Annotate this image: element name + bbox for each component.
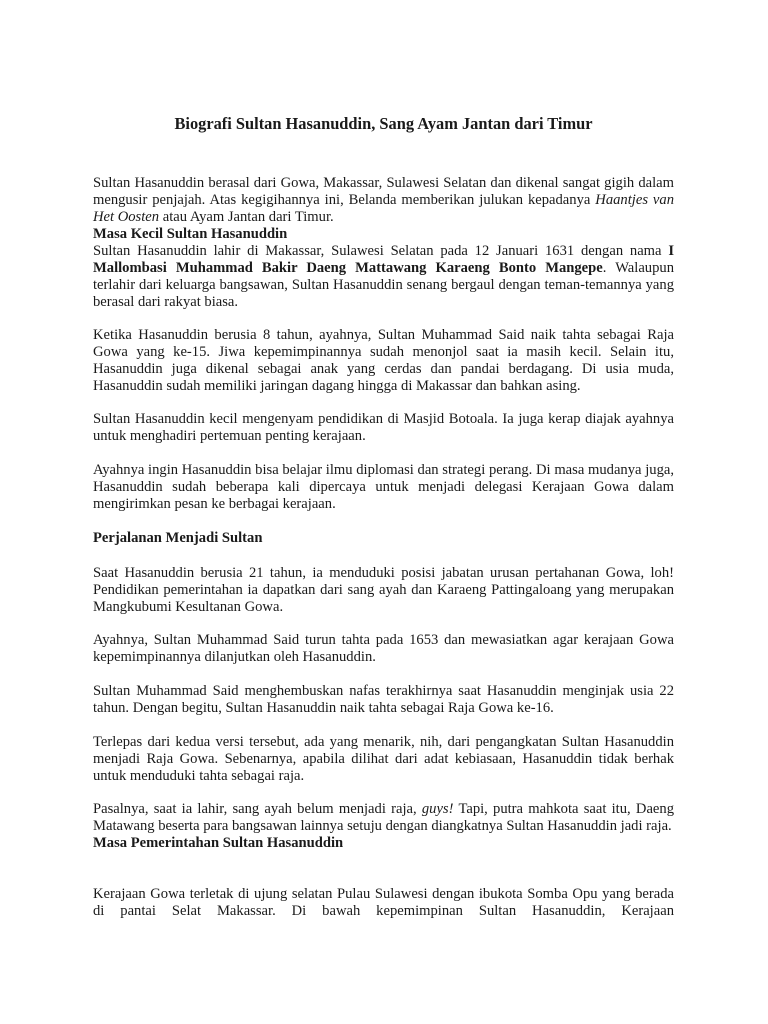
paragraph-text: . Walaupun terlahir dari keluarga bangsawan, Sultan Hasanuddin senang bergaul dengan teman-temannya yang berasal dari rakyat biasa. [93, 260, 674, 310]
paragraph: Ketika Hasanuddin berusia 8 tahun, ayahnya, Sultan Muhammad Said naik tahta sebagai Raja Gowa yang ke-15. Jiwa kepemimpinannya sudah menonjol saat ia masih kecil. Selain itu, Hasanuddin juga dikenal sebagai anak yang cerdas dan pandai berdagang. Di usia muda, Hasanuddin sudah memiliki jaringan dagang hingga di Makassar dan bahkan asing. [93, 327, 674, 394]
paragraph: Ayahnya ingin Hasanuddin bisa belajar ilmu diplomasi dan strategi perang. Di masa mudanya juga, Hasanuddin sudah beberapa kali dipercaya untuk menjadi delegasi Kerajaan Gowa dalam mengirimkan pesan ke berbagai kerajaan. [93, 462, 674, 512]
paragraph: Saat Hasanuddin berusia 21 tahun, ia menduduki posisi jabatan urusan pertahanan Gowa, loh! Pendidikan pemerintahan ia dapatkan dari sang ayah dan Karaeng Pattingaloang yang merupakan Mangkubumi Kesultanan Gowa. [93, 565, 674, 615]
paragraph-block [93, 734, 674, 785]
paragraph-block [93, 565, 674, 616]
paragraph: Kerajaan Gowa terletak di ujung selatan Pulau Sulawesi dengan ibukota Somba Opu yang berada di pantai Selat Makassar. Di bawah kepemimpinan Sultan Hasanuddin, Kerajaan [93, 886, 674, 919]
section-heading-perjalanan: Perjalanan Menjadi Sultan [93, 530, 263, 546]
paragraph-block [93, 632, 674, 666]
document-title: Biografi Sultan Hasanuddin, Sang Ayam Jantan dari Timur [174, 114, 593, 133]
paragraph-block [93, 801, 674, 852]
paragraph-block [93, 411, 674, 445]
paragraph-text: Tapi, putra mahkota saat itu, Daeng Matawang beserta para bangsawan lainnya setuju dengan diangkatnya Sultan Hasanuddin jadi raja. [93, 801, 674, 834]
intro-italic-term: Haantjes van Het Oosten [93, 192, 674, 225]
section-heading-block [93, 530, 674, 547]
section-heading-masa-kecil: Masa Kecil Sultan Hasanuddin [93, 226, 288, 242]
paragraph-text: Sultan Hasanuddin lahir di Makassar, Sulawesi Selatan pada 12 Januari 1631 dengan nama [93, 243, 669, 259]
paragraph: Terlepas dari kedua versi tersebut, ada yang menarik, nih, dari pengangkatan Sultan Hasanuddin menjadi Raja Gowa. Sebenarnya, apabila dilihat dari adat kebiasaan, Hasanuddin tidak berhak untuk menduduki tahta sebagai raja. [93, 734, 674, 784]
paragraph-block [93, 462, 674, 513]
paragraph-block [93, 886, 674, 920]
paragraph-block [93, 327, 674, 395]
paragraph: Ayahnya, Sultan Muhammad Said turun tahta pada 1653 dan mewasiatkan agar kerajaan Gowa kepemimpinannya dilanjutkan oleh Hasanuddin. [93, 632, 674, 665]
full-name-bold: I Mallombasi Muhammad Bakir Daeng Mattawang Karaeng Bonto Mangepe [93, 243, 674, 276]
intro-paragraph [93, 175, 674, 226]
italic-word: guys! [421, 801, 454, 817]
intro-block [93, 175, 674, 311]
paragraph-text: Pasalnya, saat ia lahir, sang ayah belum menjadi raja, [93, 801, 422, 817]
intro-text-after: atau Ayam Jantan dari Timur. [159, 209, 334, 225]
section-heading-masa-pemerintahan: Masa Pemerintahan Sultan Hasanuddin [93, 835, 344, 851]
paragraph [93, 243, 674, 311]
paragraph [93, 801, 674, 835]
paragraph: Sultan Muhammad Said menghembuskan nafas terakhirnya saat Hasanuddin menginjak usia 22 tahun. Dengan begitu, Sultan Hasanuddin naik tahta sebagai Raja Gowa ke-16. [93, 683, 674, 716]
intro-text-before: Sultan Hasanuddin berasal dari Gowa, Makassar, Sulawesi Selatan dan dikenal sangat gigih dalam mengusir penjajah. Atas kegigihannya ini, Belanda memberikan julukan kepadanya [93, 175, 674, 208]
paragraph-block [93, 683, 674, 717]
paragraph: Sultan Hasanuddin kecil mengenyam pendidikan di Masjid Botoala. Ia juga kerap diajak ayahnya untuk menghadiri pertemuan penting kerajaan. [93, 411, 674, 444]
